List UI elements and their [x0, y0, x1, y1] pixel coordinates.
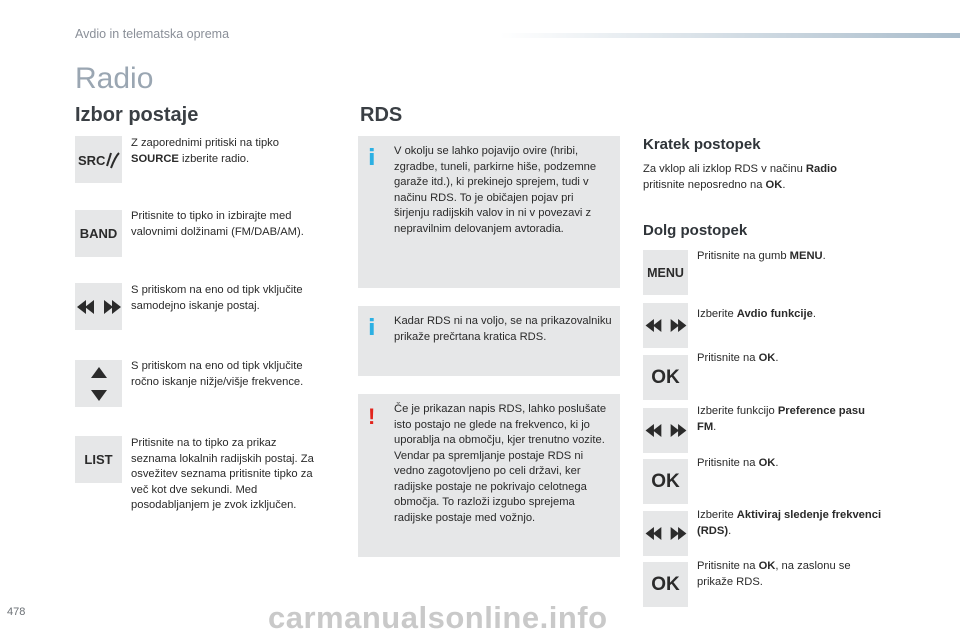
step-5-text: Pritisnite na OK. [697, 457, 779, 469]
ok-icon-label: OK [651, 470, 680, 492]
ok-icon-label: OK [651, 573, 680, 595]
left-text-1: Z zaporednimi pritiski na tipko SOURCE izberite radio. [131, 137, 279, 165]
seek-buttons-icon-4 [643, 511, 688, 556]
list-button-icon [75, 436, 122, 483]
watermark: carmanualsonline.info [268, 600, 608, 635]
step-1-text: Pritisnite na gumb MENU. [697, 250, 826, 262]
left-text-2: Pritisnite to tipko in izbirajte med valovnimi dolžinami (FM/DAB/AM). [131, 210, 304, 238]
src-button-icon [75, 136, 122, 183]
list-icon-label: LIST [84, 452, 113, 467]
left-text-3: S pritiskom na eno od tipk vključite samodejno iskanje postaj. [131, 284, 303, 312]
kratek-text: Za vklop ali izklop RDS v načinu Radio pritisnite neposredno na OK. [643, 163, 837, 191]
ok-icon-label: OK [651, 366, 680, 388]
ok-button-icon [643, 562, 688, 607]
warning-icon: ! [368, 404, 376, 429]
rds-note-1-text: V okolju se lahko pojavijo ovire (hribi, zgradbe, tuneli, parkirne hiše, podzemne garaže itd.), ki prekinejo sprejem, tudi v načinu RDS. To je običajen pojav pri širjenju radijskih valov in ni v povezavi z nepravilnim delovanjem avtoradia. [394, 145, 597, 235]
band-button-icon [75, 210, 122, 257]
up-down-icon [91, 367, 107, 401]
step-6-text: Izberite Aktiviraj sledenje frekvenci (RDS). [697, 509, 882, 537]
step-3-text: Pritisnite na OK. [697, 352, 779, 364]
menu-icon-label: MENU [647, 265, 684, 280]
seek-icon [77, 300, 121, 314]
section-header: Avdio in telematska oprema [75, 27, 230, 41]
kratek-heading: Kratek postopek [643, 136, 761, 153]
dolg-heading: Dolg postopek [643, 222, 748, 239]
seek-buttons-icon-3 [643, 408, 688, 453]
rds-warning [358, 394, 620, 557]
step-2-text: Izberite Avdio funkcije. [697, 308, 816, 320]
band-icon-label: BAND [79, 226, 118, 241]
menu-button-icon [643, 250, 688, 295]
page-number: 478 [7, 606, 26, 618]
rds-warning-text: Če je prikazan napis RDS, lahko poslušate isto postajo ne glede na frekvenco, ki jo uporablja na območju, kjer trenutno vozite. Vendar pa spremljanje postaje RDS ni vedno zagotovljeno po celi državi, ker radijske postaje ne pokrivajo celotnega območja. To razloži izgubo sprejema radijske postaje med vožnjo. [394, 403, 607, 524]
step-4-text: Izberite funkcijo Preference pasu FM. [697, 405, 865, 433]
left-heading: Izbor postaje [75, 104, 199, 126]
src-icon-label: SRC [77, 152, 105, 168]
rds-heading: RDS [360, 104, 403, 126]
seek-buttons-icon-2 [643, 303, 688, 348]
ok-button-icon [643, 355, 688, 400]
info-icon: i [368, 316, 376, 341]
up-down-buttons-icon [75, 360, 122, 407]
rds-note-2-text: Kadar RDS ni na voljo, se na prikazovalniku prikaže prečrtana kratica RDS. [394, 315, 612, 343]
page-title: Radio [75, 62, 154, 95]
seek-icon [645, 319, 687, 332]
step-7-text: Pritisnite na OK, na zaslonu se prikaže RDS. [697, 560, 851, 588]
info-icon: i [368, 146, 376, 171]
left-text-4: S pritiskom na eno od tipk vključite ročno iskanje nižje/višje frekvence. [131, 360, 304, 388]
src-icon [78, 150, 120, 170]
header-bar [500, 33, 960, 38]
seek-icon [645, 527, 687, 540]
ok-button-icon [643, 459, 688, 504]
rds-note-2 [358, 306, 620, 376]
left-text-5: Pritisnite na to tipko za prikaz seznama lokalnih radijskih postaj. Za osvežitev seznama pritisnite tipko za več kot dve sekundi. Med posodabljanjem je zvok izključen. [131, 437, 314, 511]
rds-note-1 [358, 136, 620, 288]
seek-buttons-icon [75, 283, 122, 330]
seek-icon [645, 424, 687, 437]
